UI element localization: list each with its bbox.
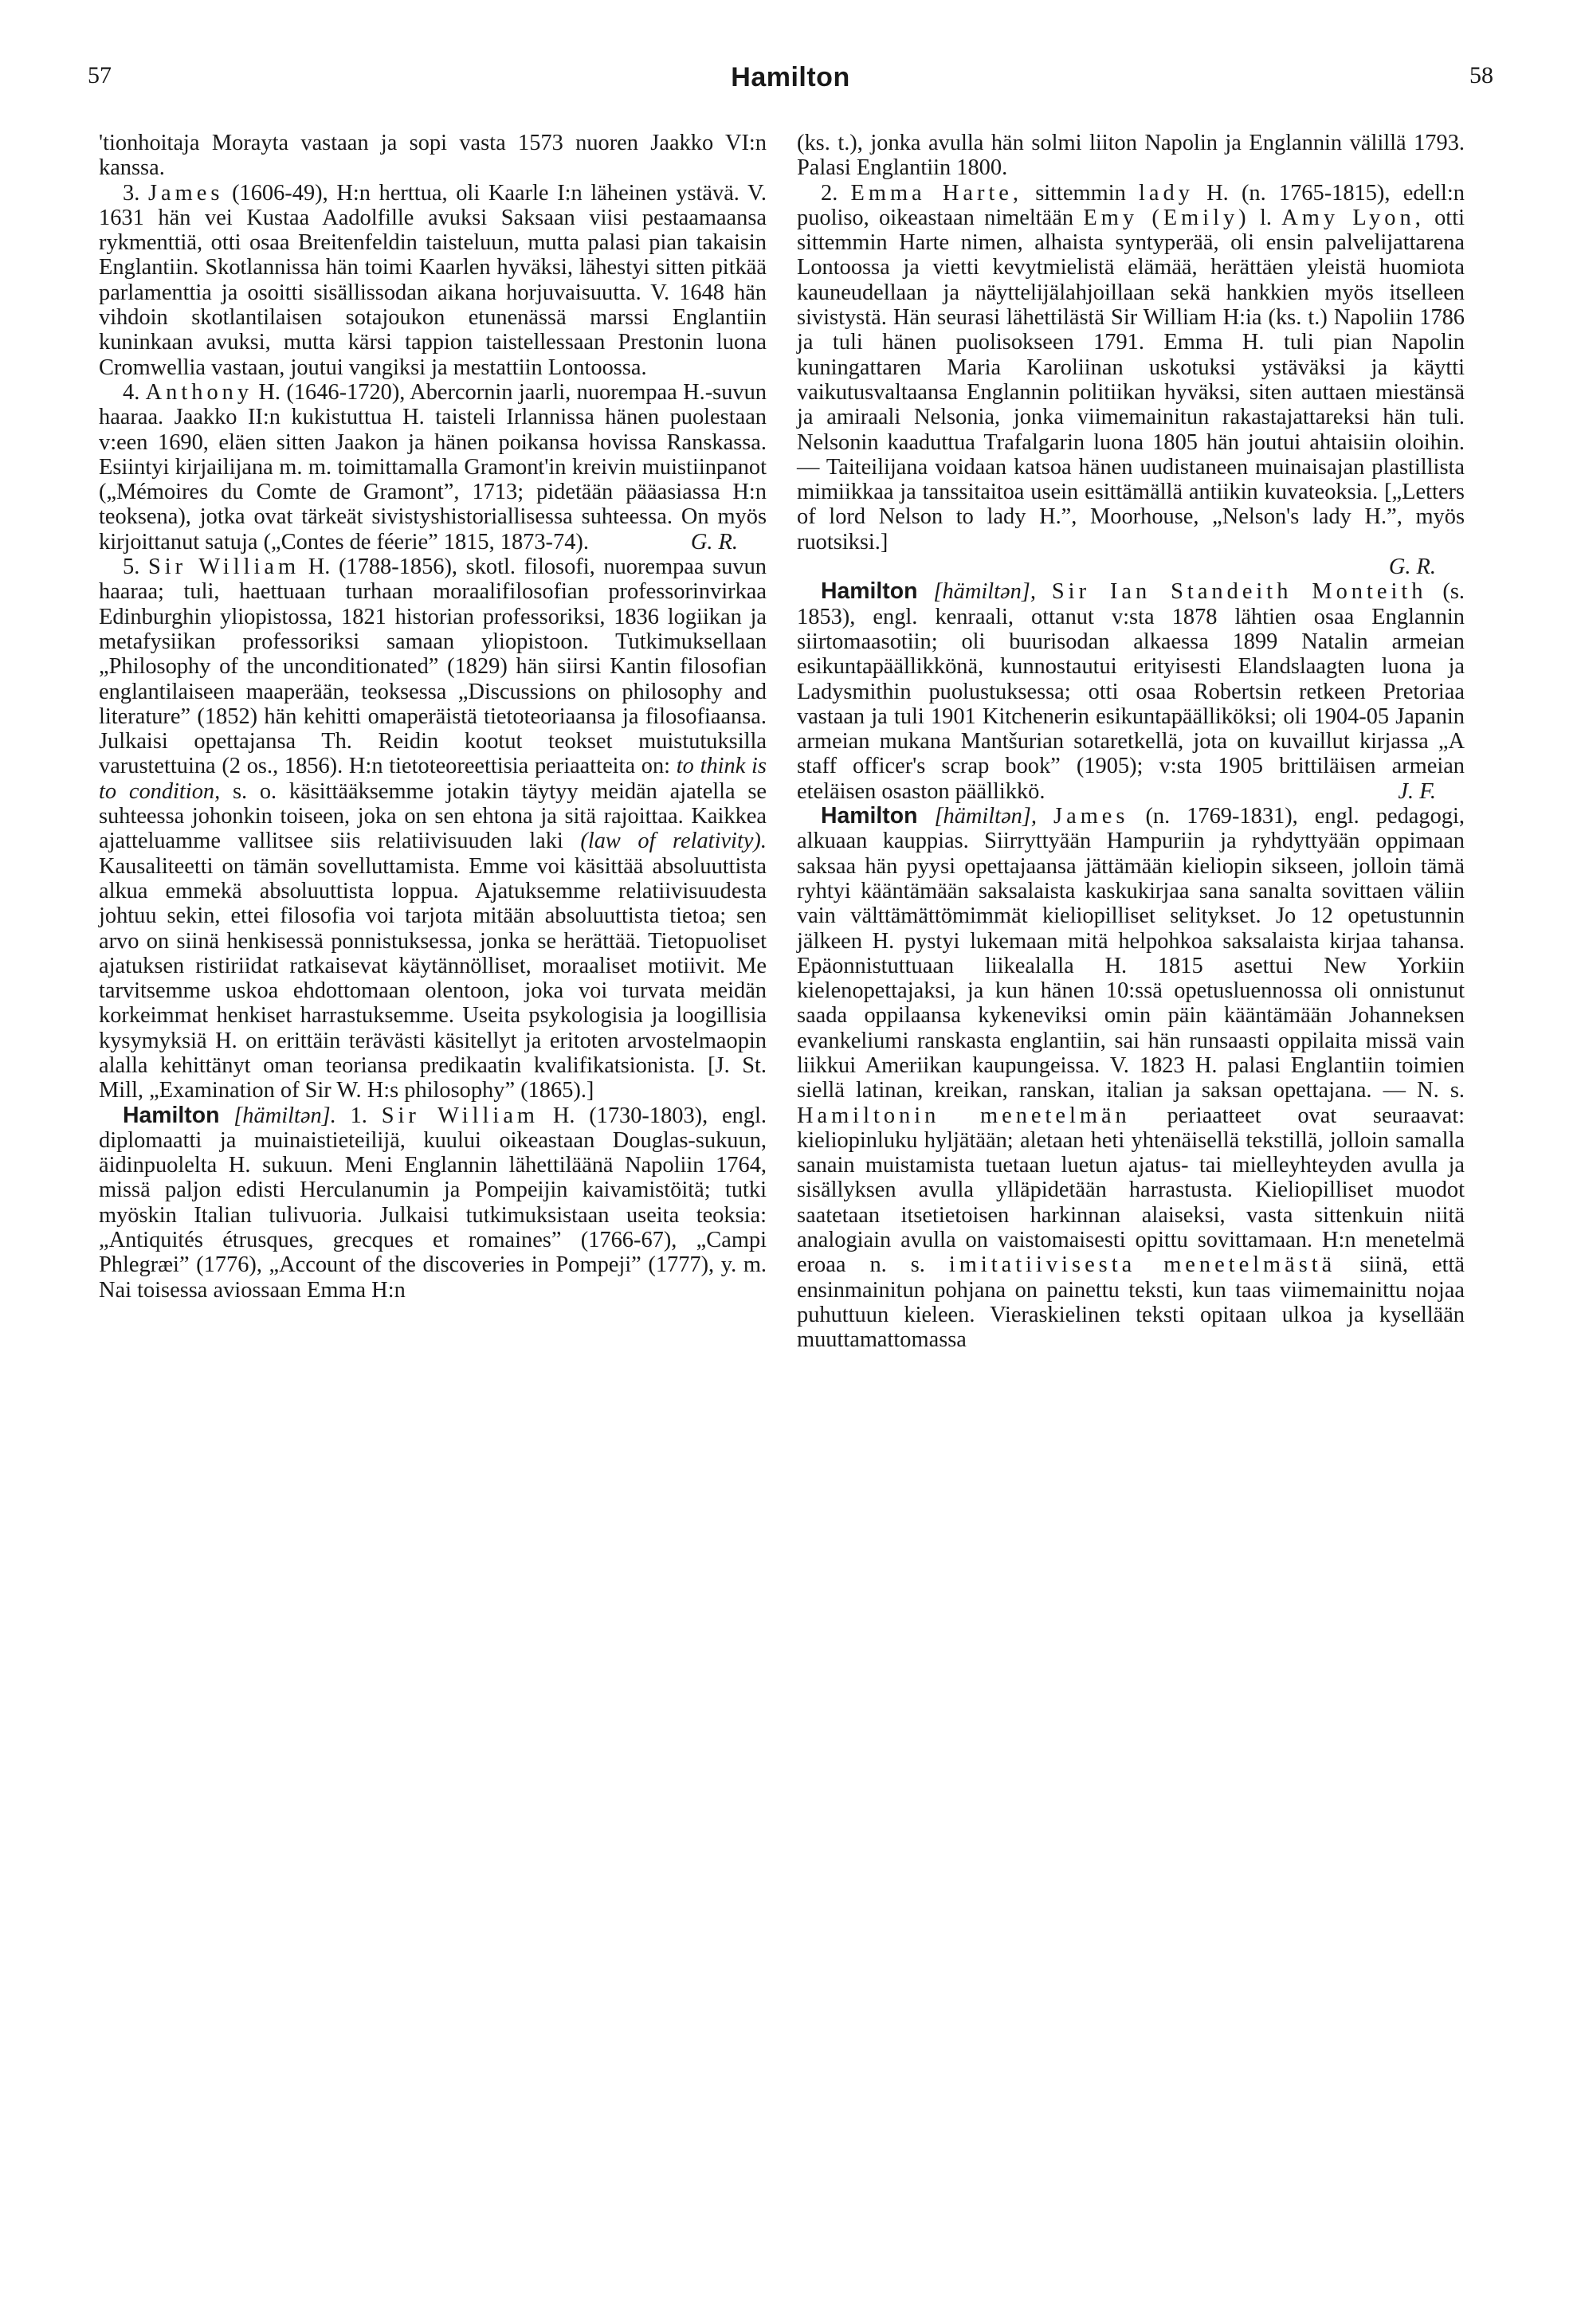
entry-text: sittemmin <box>1035 180 1126 206</box>
page-number-left: 57 <box>88 62 112 88</box>
left-column <box>99 131 767 1303</box>
entry-text: periaatteet ovat seuraavat: kieliopinluku hyljätään; aletaan heti yhtenäisellä tekstillä, jolloin samalla sanain muistamista tuetaan luetun ajatus- tai mielleyhteyden avulla ja sisällyksen avulla ylläpidetään harrastusta. Kieliopilliset muodot saatetaan itsetietoisen harkinnan alaiseksi, vasta sittenkuin niitä analogiain avulla on vaistomaisesti opittu sovittamaan. H:n menetelmä eroaa n. s. <box>797 1103 1465 1278</box>
continued-paragraph: (ks. t.), jonka avulla hän solmi liiton Napolin ja Englannin välillä 1793. Palasi Englantiin 1800. <box>797 131 1465 181</box>
person-name: Emy (Emily) <box>1083 205 1250 230</box>
person-name: Amy Lyon, <box>1281 205 1425 230</box>
entry-anthony <box>99 380 767 555</box>
running-head: Hamilton <box>731 62 850 92</box>
entry-james-1606 <box>99 181 767 380</box>
entry-text: siinä, että ensinmainitun pohjana on painettu teksti, kun taas viimemainittu nojaa puhuttuun kieleen. Vieraskielinen teksti opitaan ulkoa ja kysellään muuttamattomassa <box>797 1252 1465 1353</box>
entry-text: H. (1730-1803), engl. diplomaatti ja muinaistieteilijä, kuului oikeastaan Douglas-sukuun, äidinpuolelta H. sukuun. Meni Englannin lähettiläänä Napoliin 1764, missä paljon edisti Herculanumin ja Pompeijin kaivamistöitä; tutki myöskin Italian tulivuoria. Julkaisi tutkimuksistaan useita teoksia: „Antiquités étrusques, grecques et romaines” (1766-67), „Campi Phlegræi” (1776), „Account of the discoveries in Pompeji” (1777), y. m. Nai toisessa aviossaan Emma H:n <box>99 1103 767 1303</box>
person-name: Emma Harte, <box>850 180 1022 206</box>
entry-number: 4. <box>123 379 140 405</box>
person-name: Anthony <box>145 379 253 405</box>
page-header <box>88 62 1493 94</box>
person-name: Sir William <box>381 1103 539 1128</box>
right-column <box>797 131 1465 1353</box>
pronunciation: [hämiltən], <box>934 804 1038 829</box>
entry-emma <box>797 181 1465 555</box>
entry-text: s. o. käsittääksemme jotakin täytyy meidän ajatella se suhteessa johonkin toiseen, joka on sen ehtona ja sitä rajoittaa. Kaikkea ajatteluamme vallitsee siis relatiivisuuden laki <box>99 778 767 854</box>
person-title: lady <box>1139 180 1194 206</box>
entry-sir-william-1788 <box>99 555 767 1103</box>
person-name: James <box>147 180 224 206</box>
entry-number: 1. <box>350 1103 367 1128</box>
author-signature: J. F. <box>1398 778 1436 804</box>
continued-paragraph: 'tionhoitaja Morayta vastaan ja sopi vasta 1573 nuoren Jaakko VI:n kanssa. <box>99 131 767 181</box>
spaced-term: Hamiltonin menetelmän <box>797 1103 1131 1128</box>
headword: Hamilton <box>821 578 918 605</box>
entry-hamilton-ian <box>797 579 1465 804</box>
italic-phrase: to think is to condition, <box>99 754 767 804</box>
person-name: Sir William <box>147 555 300 580</box>
page-number-right: 58 <box>1469 62 1493 88</box>
author-signature: G. R. <box>690 529 738 555</box>
entry-text: H. (1788-1856), skotl. filosofi, nuorempaa suvun haaraa; tuli, haettuaan turhaan moraalifilosofian professorinvirkaa Edinburghin yliopistossa, 1821 historian professoriksi, 1836 logiikan ja metafysiikan professoriksi samaan yliopistoon. Tutkimuksellaan „Philosophy of the unconditionated” (1829) hän siirsi Kantin filosofian englantilaiseen maaperään, teoksessa „Discussions on philosophy and literature” (1852) hän kehitti omaperäistä tietoteoriaansa ja filosofiaansa. Julkaisi opettajansa Th. Reidin kootut teokset muistutuksilla varustettuina (2 os., 1856). H:n tietoteoreettisia periaatteita on: <box>99 555 767 779</box>
author-signature: G. R. <box>1388 555 1436 580</box>
pronunciation: [hämiltən]. <box>233 1103 336 1128</box>
entry-number: 5. <box>123 555 140 580</box>
italic-phrase: (law of relativity). <box>580 829 767 854</box>
headword: Hamilton <box>821 803 918 829</box>
entry-text: otti sittemmin Harte nimen, alhaista syntyperää, oli ensin palvelijattarena Lontoossa ja vietti kevytmielistä elämää, herättäen yleistä huomiota kauneudellaan ja näyttelijälahjoillaan sekä hankkien myös itselleen sivistystä. Hän seurasi lähettilästä Sir William H:ia (ks. t.) Napoliin 1786 ja tuli hänen puolisokseen 1791. Emma H. tuli pian Napolin kuningattaren Maria Karoliinan uskotuksi ystäväksi ja käytti vaikutusvaltaansa Englannin politiikan hyväksi, siten auttaen miestänsä ja amiraali Nelsonia, jonka viimemainitun rakastajattareksi hän tuli. Nelsonin kaaduttua Trafalgarin luona 1805 hän joutui ahtaisiin oloihin. — Taiteilijana voidaan katsoa hänen uudistaneen muinaisajan plastillista mimiikkaa ja tanssitaitoa usein esittämällä antiikin kuvateoksia. [„Letters of lord Nelson to lady H.”, Moorhouse, „Nelson's lady H.”, myös ruotsiksi.] <box>797 205 1465 555</box>
entry-text: (1606-49), H:n herttua, oli Kaarle I:n läheinen ystävä. V. 1631 hän vei Kustaa Aadolfille avuksi Saksaan viisi pestaamaansa rykmenttiä, otti osaa Breitenfeldin taisteluun, mutta palasi pian takaisin Englantiin. Skotlannissa hän toimi Kaarlen hyväksi, lähestyi sitten pitkää parlamenttia ja osoitti sisällissodan aikana horjuvaisuutta. V. 1648 hän vihdoin skotlantilaisen sotajoukon etunenässä marssi Englantiin kuninkaan avuksi, mutta kärsi tappion taistellessaan Prestonin luona Cromwellia vastaan, joutui vangiksi ja mestattiin Lontoossa. <box>99 180 767 380</box>
pronunciation: [hämiltən], <box>933 579 1036 605</box>
spaced-term: imitatiivisesta menetelmästä <box>948 1252 1336 1278</box>
headword: Hamilton <box>123 1102 220 1128</box>
person-name: James <box>1053 804 1129 829</box>
entry-text: (n. 1769-1831), engl. pedagogi, alkuaan kauppias. Siirryttyään Hampuriin ja ryhdyttyään oppimaan saksaa hän pyysi opettajaansa jättämään kieliopin sikseen, jolloin tämä ryhtyi kääntämään saksalaista kaskukirjaa sana sanalta sovittaen väliin vain välttämättömimmät kieliopilliset selitykset. Jo 12 opetustunnin jälkeen H. pystyi lukemaan mitä helpohkoa saksalaista kirjaa tahansa. Epäonnistuttuaan liikealalla H. 1815 asettui New Yorkiin kielenopettajaksi, ja kun hänen 10:ssä opetusluennossa oli onnistunut saada oppilaansa kykeneviksi omin päin kääntämään Johanneksen evankeliumi ranskasta englantiin, sai hän runsaasti oppilaita missä vain liikkui Ameriikan kaupungeissa. V. 1823 H. palasi Englantiin toimien siellä latinan, kreikan, ranskan, italian ja saksan opettajana. — N. s. <box>797 804 1465 1103</box>
entry-number: 3. <box>123 180 140 206</box>
entry-text: H. (1646-1720), Abercornin jaarli, nuorempaa H.-suvun haaraa. Jaakko II:n kukistuttua H. taisteli Irlannissa hänen puolestaan v:een 1690, eläen sitten Jaakon ja hänen poikansa hovissa Ranskassa. Esiintyi kirjailijana m. m. toimittamalla Gramont'in kreivin muistiinpanot („Mémoires du Comte de Gramont”, 1713; pidetään pääasiassa H:n teoksena), jotka ovat tärkeät sivistyshistoriallisessa suhteessa. On myös kirjoittanut satuja („Contes de féerie” 1815, 1873-74). <box>99 379 767 555</box>
entry-text: H. (n. 1765-1815), edell:n puoliso, oikeastaan nimeltään <box>797 180 1465 230</box>
entry-hamilton-james-1769 <box>797 804 1465 1353</box>
entry-number: 2. <box>821 180 838 206</box>
person-name: Sir Ian Standeith Monteith <box>1051 579 1427 605</box>
entry-text: l. <box>1259 205 1272 230</box>
entry-hamilton-sir-william-1730 <box>99 1103 767 1303</box>
entry-text: (s. 1853), engl. kenraali, ottanut v:sta 1878 lähtien osaa Englannin siirtomaasotiin; oli buurisodan alkaessa 1899 Natalin armeian esikuntapäällikkönä, kunnostautui erityisesti Elandslaagten luona ja Ladysmithin puolustuksessa; otti osaa Robertsin retkeen Pretoriaa vastaan ja tuli 1901 Kitchenerin esikuntapäälliköksi; oli 1904-05 Japanin armeian mukana Mantšurian sotaretkellä, jota on kuvaillut kirjassa „A staff officer's scrap book” (1905); v:sta 1905 brittiläisen armeian eteläisen osaston päällikkö. <box>797 579 1465 804</box>
entry-text: Kausaliteetti on tämän sovelluttamista. Emme voi käsittää absoluuttista alkua emmekä absoluuttista loppua. Ajatuksemme relatiivisuudesta johtuu sekin, ettei filosofia voi tarjota mitään absoluuttista tietoa; sen arvo on siinä henkisessä ponnistuksessa, jonka se herättää. Tietopuoliset ajatuksen ristiriidat ratkaisevat käytännölliset, moraaliset motiivit. Me tarvitsemme uskoa ehdottomaan olentoon, joka voi turvata meidän korkeimmat henkiset harrastuksemme. Useita psykologisia ja loogillisia kysymyksiä H. on erittäin terävästi käsitellyt ja eritoten arvostelmaopin alalla kehittänyt oman teoriansa predikaatin kvalifikatsionista. [J. St. Mill, „Examination of Sir W. H:s philosophy” (1865).] <box>99 853 767 1103</box>
